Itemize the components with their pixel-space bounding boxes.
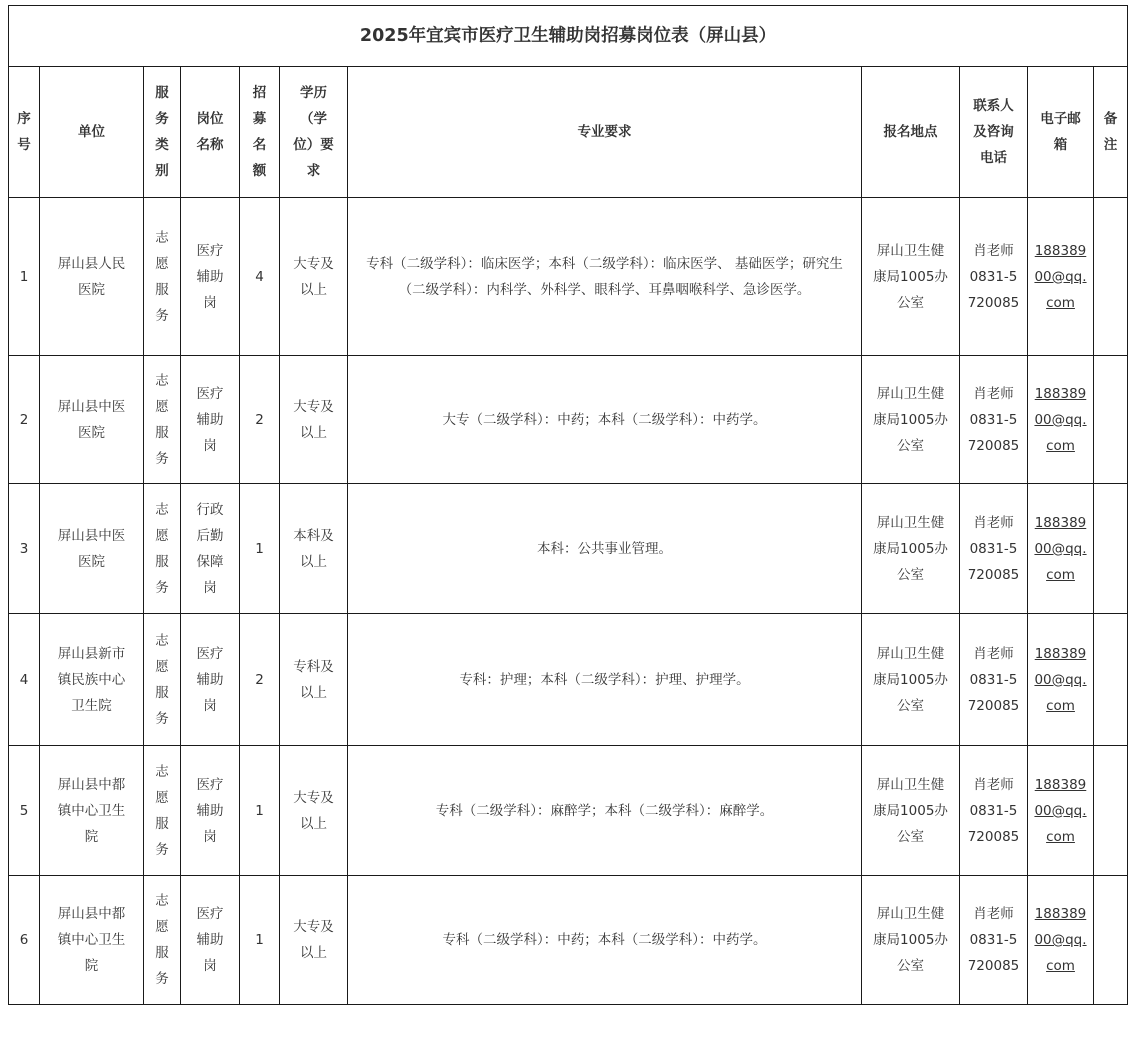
cell-contact [960,356,1028,484]
cell-service-type [144,198,181,356]
major-requirement: 专科（二级学科）：麻醉学；本科（二级学科）：麻醉学。 [435,802,774,819]
cell-service-type [144,484,181,614]
major-requirement: 大专（二级学科）：中药；本科（二级学科）：中药学。 [442,411,767,428]
row-index: 2 [19,411,29,428]
cell-major [348,876,862,1005]
col-header-remarks [1094,67,1128,198]
cell-email [1028,746,1094,876]
unit-name: 屏山县人民医院 [57,255,126,298]
cell-unit [40,876,144,1005]
cell-email [1028,876,1094,1005]
quota-value: 2 [255,671,264,688]
col-header-contact-label: 联系人及咨询电话 [973,98,1014,166]
contact-info [967,641,1020,719]
email-link[interactable]: 18838900@qq.com [1034,906,1087,974]
cell-index [9,356,40,484]
cell-education [280,198,348,356]
cell-post-name [181,614,240,746]
cell-email [1028,198,1094,356]
col-header-email-label: 电子邮箱 [1040,111,1081,153]
unit-name: 屏山县新市镇民族中心卫生院 [57,645,126,714]
service-type: 志愿服务 [155,763,169,858]
row-index: 3 [19,540,29,557]
cell-unit [40,484,144,614]
registration-location: 屏山卫生健康局1005办公室 [873,645,948,714]
major-requirement: 本科：公共事业管理。 [537,540,672,557]
cell-location [862,356,960,484]
email-link[interactable]: 18838900@qq.com [1034,385,1087,454]
cell-remarks [1094,198,1128,356]
cell-post-name [181,876,240,1005]
post-name: 行政后勤保障岗 [196,501,224,596]
cell-unit [40,356,144,484]
cell-unit [40,198,144,356]
post-name: 医疗辅助岗 [196,645,224,714]
col-header-major-label: 专业要求 [577,124,632,140]
cell-contact [960,484,1028,614]
col-header-index-label: 序号 [17,111,31,153]
major-requirement: 专科：护理；本科（二级学科）：护理、护理学。 [459,671,750,688]
cell-quota [240,746,280,876]
contact-phone: 0831-5720085 [967,932,1020,974]
service-type: 志愿服务 [155,501,169,596]
cell-quota [240,198,280,356]
email-link[interactable]: 18838900@qq.com [1034,645,1087,714]
page-title: 2025年宜宾市医疗卫生辅助岗招募岗位表（屏山县） [9,6,1128,67]
row-index: 1 [19,268,29,285]
cell-education [280,876,348,1005]
cell-remarks [1094,356,1128,484]
email-link[interactable]: 18838900@qq.com [1034,514,1087,583]
cell-location [862,876,960,1005]
contact-phone: 0831-5720085 [967,802,1020,845]
unit-name: 屏山县中医医院 [57,398,126,441]
col-header-post-name-label: 岗位名称 [196,111,224,153]
row-index: 4 [19,671,29,688]
cell-location [862,746,960,876]
service-type: 志愿服务 [155,372,169,467]
col-header-quota-label: 招募名额 [252,85,267,179]
cell-unit [40,614,144,746]
header-row [9,67,1128,198]
col-header-location-label: 报名地点 [883,124,938,140]
cell-unit [40,746,144,876]
education-requirement: 专科及以上 [293,658,334,701]
cell-index [9,876,40,1005]
cell-remarks [1094,876,1128,1005]
title-row [9,6,1128,67]
cell-contact [960,876,1028,1005]
unit-name: 屏山县中医医院 [57,527,126,570]
col-header-index [9,67,40,198]
contact-name: 肖老师 [973,906,1014,922]
row-index: 5 [19,802,29,819]
contact-info [967,510,1020,588]
cell-index [9,746,40,876]
contact-info [967,901,1020,979]
registration-location: 屏山卫生健康局1005办公室 [873,385,948,454]
col-header-contact [960,67,1028,198]
cell-contact [960,746,1028,876]
email-link[interactable]: 18838900@qq.com [1034,242,1087,311]
cell-quota [240,876,280,1005]
table-row [9,876,1128,1005]
cell-remarks [1094,746,1128,876]
col-header-location [862,67,960,198]
contact-phone: 0831-5720085 [967,411,1020,454]
cell-post-name [181,198,240,356]
cell-email [1028,614,1094,746]
table-row [9,484,1128,614]
cell-education [280,614,348,746]
cell-service-type [144,614,181,746]
cell-index [9,198,40,356]
cell-major [348,484,862,614]
col-header-education-label: 学历（学位）要求 [293,85,334,179]
contact-phone: 0831-5720085 [967,671,1020,714]
col-header-unit-label: 单位 [78,124,105,140]
col-header-email [1028,67,1094,198]
quota-value: 1 [255,932,264,948]
cell-education [280,746,348,876]
cell-location [862,198,960,356]
post-name: 医疗辅助岗 [196,906,224,974]
cell-education [280,484,348,614]
cell-quota [240,484,280,614]
cell-location [862,484,960,614]
contact-phone: 0831-5720085 [967,540,1020,583]
service-type: 志愿服务 [155,229,169,324]
unit-name: 屏山县中都镇中心卫生院 [57,906,126,974]
table-row [9,746,1128,876]
contact-name: 肖老师 [973,385,1014,402]
contact-name: 肖老师 [973,514,1014,531]
cell-post-name [181,484,240,614]
service-type: 志愿服务 [155,893,169,987]
cell-service-type [144,876,181,1005]
col-header-quota [240,67,280,198]
post-name: 医疗辅助岗 [196,242,224,311]
cell-remarks [1094,614,1128,746]
col-header-major [348,67,862,198]
contact-name: 肖老师 [973,645,1014,662]
col-header-unit [40,67,144,198]
major-requirement: 专科（二级学科）：中药；本科（二级学科）：中药学。 [442,932,767,948]
quota-value: 4 [255,268,264,285]
cell-quota [240,356,280,484]
cell-contact [960,614,1028,746]
registration-location: 屏山卫生健康局1005办公室 [873,514,948,583]
cell-service-type [144,746,181,876]
contact-name: 肖老师 [973,242,1014,259]
contact-phone: 0831-5720085 [967,268,1020,311]
recruitment-table [8,5,1128,1005]
education-requirement: 大专及以上 [293,789,334,832]
cell-index [9,484,40,614]
post-name: 医疗辅助岗 [196,776,224,845]
table-row [9,614,1128,746]
cell-major [348,198,862,356]
col-header-service-type-label: 服务类别 [155,85,169,179]
registration-location: 屏山卫生健康局1005办公室 [873,906,948,974]
quota-value: 1 [255,802,264,819]
col-header-remarks-label: 备注 [1103,111,1118,153]
service-type: 志愿服务 [155,632,169,727]
cell-email [1028,484,1094,614]
education-requirement: 大专及以上 [293,255,334,298]
cell-post-name [181,746,240,876]
major-requirement: 专科（二级学科）：临床医学；本科（二级学科）：临床医学、 基础医学；研究生（二级学科）：内科学、外科学、眼科学、耳鼻咽喉科学、急诊医学。 [366,255,843,298]
cell-major [348,746,862,876]
table-row [9,198,1128,356]
table-row [9,356,1128,484]
col-header-post-name [181,67,240,198]
cell-post-name [181,356,240,484]
quota-value: 1 [255,540,264,557]
education-requirement: 大专及以上 [293,398,334,441]
contact-info [967,772,1020,850]
cell-major [348,356,862,484]
cell-quota [240,614,280,746]
cell-location [862,614,960,746]
registration-location: 屏山卫生健康局1005办公室 [873,242,948,311]
education-requirement: 本科及以上 [293,527,334,570]
cell-contact [960,198,1028,356]
cell-remarks [1094,484,1128,614]
row-index: 6 [19,932,29,948]
contact-name: 肖老师 [973,776,1014,793]
cell-index [9,614,40,746]
contact-info [967,238,1020,316]
unit-name: 屏山县中都镇中心卫生院 [57,776,126,845]
education-requirement: 大专及以上 [293,919,334,961]
contact-info [967,381,1020,459]
cell-service-type [144,356,181,484]
cell-email [1028,356,1094,484]
cell-education [280,356,348,484]
email-link[interactable]: 18838900@qq.com [1034,776,1087,845]
post-name: 医疗辅助岗 [196,385,224,454]
registration-location: 屏山卫生健康局1005办公室 [873,776,948,845]
col-header-education [280,67,348,198]
col-header-service-type [144,67,181,198]
quota-value: 2 [255,411,264,428]
cell-major [348,614,862,746]
